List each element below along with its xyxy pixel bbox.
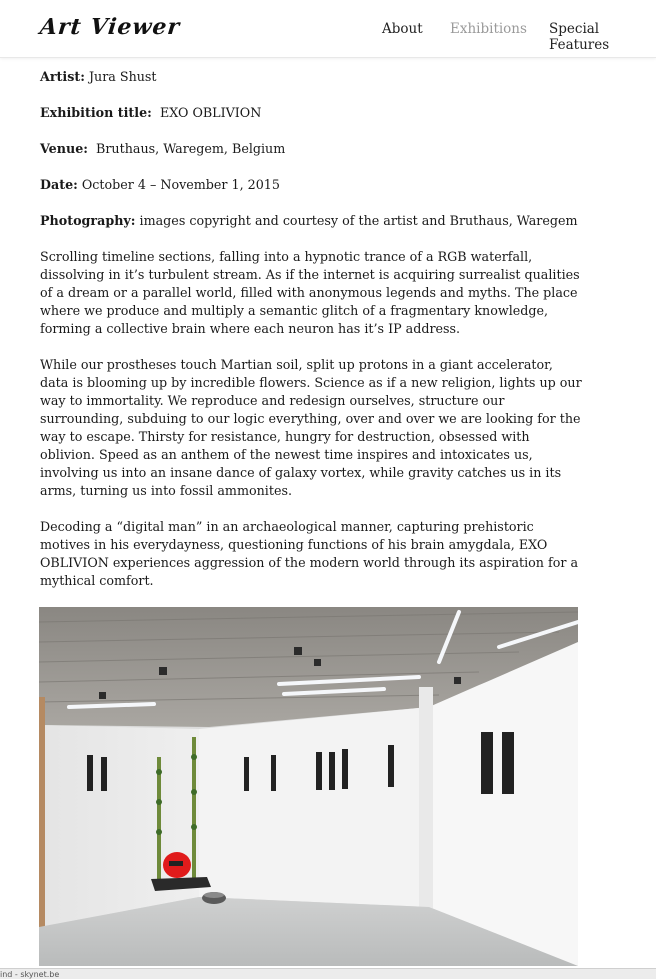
artist-line [40,68,585,86]
nav-special-features[interactable]: Special Features [549,21,610,53]
artist-label: Artist: [40,69,85,84]
exhibition-photo[interactable] [39,607,578,966]
nav-about[interactable]: About [382,21,423,37]
photography-value: images copyright and courtesy of the artist and Bruthaus, Waregem [139,213,578,228]
gallery-installation-image [39,607,578,966]
date-value: October 4 – November 1, 2015 [81,177,280,192]
photography-line [40,212,585,230]
venue-line [40,140,585,158]
exhibition-title-value: EXO OBLIVION [159,105,262,120]
exhibition-title-line [40,104,585,122]
paragraph-1: Scrolling timeline sections, falling into a hypnotic trance of a RGB waterfall, dissolving in it’s turbulent stream. As if the internet is acquiring surrealist qualities of a dream or a parallel world, filled with anonymous legends and myths. The place where we produce and multiply a semantic glitch of a fragmentary knowledge, forming a collective brain where each neuron has it’s IP address. [40,249,580,336]
photography-label: Photography: [40,213,136,228]
article-content [40,68,585,644]
venue-value: Bruthaus, Waregem, Belgium [96,141,286,156]
status-text: ind - skynet.be [0,970,60,979]
date-line [40,176,585,194]
browser-status-bar [0,968,656,979]
exhibition-title-label: Exhibition title: [40,105,152,120]
paragraph-3: Decoding a “digital man” in an archaeological manner, capturing prehistoric motives in his everydayness, questioning functions of his brain amygdala, EXO OBLIVION experiences aggression of the modern world through its aspiration for a mythical comfort. [40,519,579,588]
site-logo[interactable]: Art Viewer [38,14,182,40]
date-label: Date: [40,177,78,192]
nav-exhibitions[interactable]: Exhibitions [450,21,527,37]
venue-label: Venue: [40,141,88,156]
artist-value: Jura Shust [88,69,157,84]
paragraph-2: While our prostheses touch Martian soil, split up protons in a giant accelerator, data is blooming up by incredible flowers. Science as if a new religion, lights up our way to immortality. We reproduce and redesign ourselves, structure our surrounding, subduing to our logic everything, over and over we are looking for the way to escape. Thirsty for resistance, hungry for destruction, obsessed with oblivion. Speed as an anthem of the newest time inspires and intoxicates us, involving us into an insane dance of galaxy vortex, while gravity catches us in its arms, turning us into fossil ammonites. [40,357,582,498]
site-header [0,0,656,58]
